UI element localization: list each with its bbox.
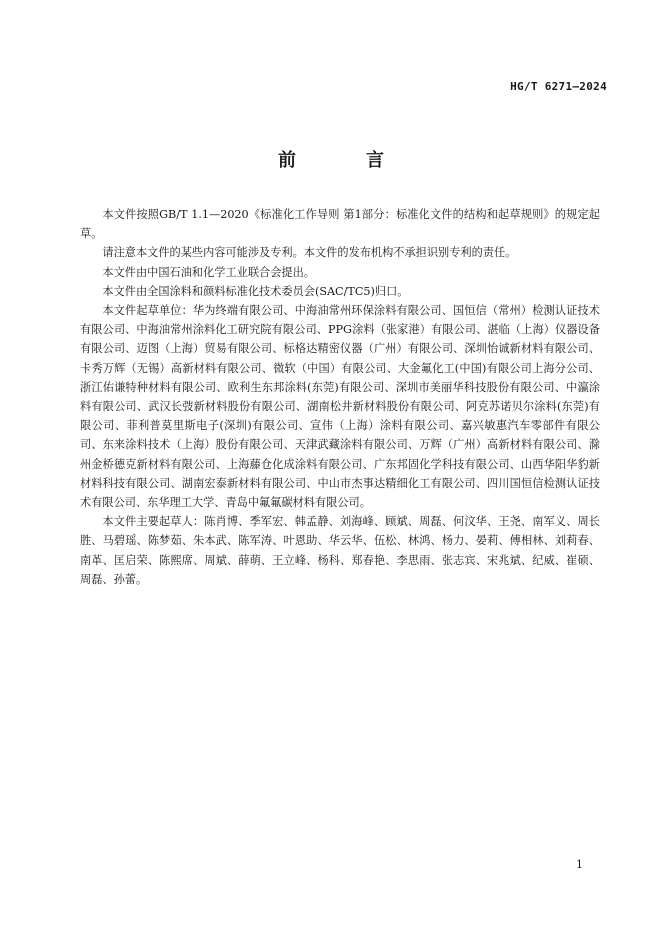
- paragraph-drafting-units: 本文件起草单位：华为终端有限公司、中海油常州环保涂料有限公司、国恒信（常州）检测认证技术有限公司、中海油常州涂料化工研究院有限公司、PPG涂料（张家港）有限公司、湛临（上海）仪器设备有限公司、迈图（上海）贸易有限公司、标格达精密仪器（广州）有限公司、深圳怡诚新材料有限公司、卡秀万辉（无锡）高新材料有限公司、微软（中国）有限公司、大金氟化工(中国)有限公司上海分公司、浙江佑谦特种材料有限公司、欧利生东邦涂料(东莞)有限公司、深圳市美丽华科技股份有限公司、中瀛涂料有限公司、武汉长弢新材料股份有限公司、湖南松井新材料股份有限公司、阿克苏诺贝尔涂料(东莞)有限公司、菲利普莫里斯电子(深圳)有限公司、宣伟（上海）涂料有限公司、嘉兴敏惠汽车零部件有限公司、东来涂料技术（上海）股份有限公司、天津武藏涂料有限公司、万辉（广州）高新材料有限公司、滁州金桥德克新材料有限公司、上海藤仓化成涂料有限公司、广东邦固化学科技有限公司、山西华阳华豹新材料科技有限公司、湖南宏泰新材料有限公司、中山市杰事达精细化工有限公司、四川国恒信检测认证技术有限公司、东华理工大学、青岛中氟氟碳材料有限公司。: [80, 304, 600, 510]
- paragraph-patent-notice: 请注意本文件的某些内容可能涉及专利。本文件的发布机构不承担识别专利的责任。: [102, 246, 517, 260]
- paragraph-technical-committee: 本文件由全国涂料和颜料标准化技术委员会(SAC/TC5)归口。: [102, 284, 409, 298]
- page-title: 前 言: [278, 150, 410, 171]
- page-number: 1: [576, 858, 583, 871]
- paragraph-main-drafters: 本文件主要起草人：陈肖博、季军宏、韩孟静、刘海峰、顾斌、周磊、何汶华、王尧、南军义、周长胜、马碧瑶、陈梦茹、朱本武、陈军涛、叶恩助、华云华、伍松、林鸿、杨力、晏莉、傅相林、刘莉春、南革、匡启荣、陈熙席、周斌、薛萌、王立峰、杨科、郑春艳、李思雨、张志宾、宋兆斌、纪威、崔硕、周磊、孙蕾。: [80, 515, 600, 586]
- document-code: HG/T 6271—2024: [510, 80, 607, 93]
- foreword-body: [80, 205, 600, 589]
- paragraph-drafting-rules: 本文件按照GB/T 1.1—2020《标准化工作导则 第1部分：标准化文件的结构和起草规则》的规定起草。: [80, 208, 600, 241]
- paragraph-proposed-by: 本文件由中国石油和化学工业联合会提出。: [102, 265, 315, 279]
